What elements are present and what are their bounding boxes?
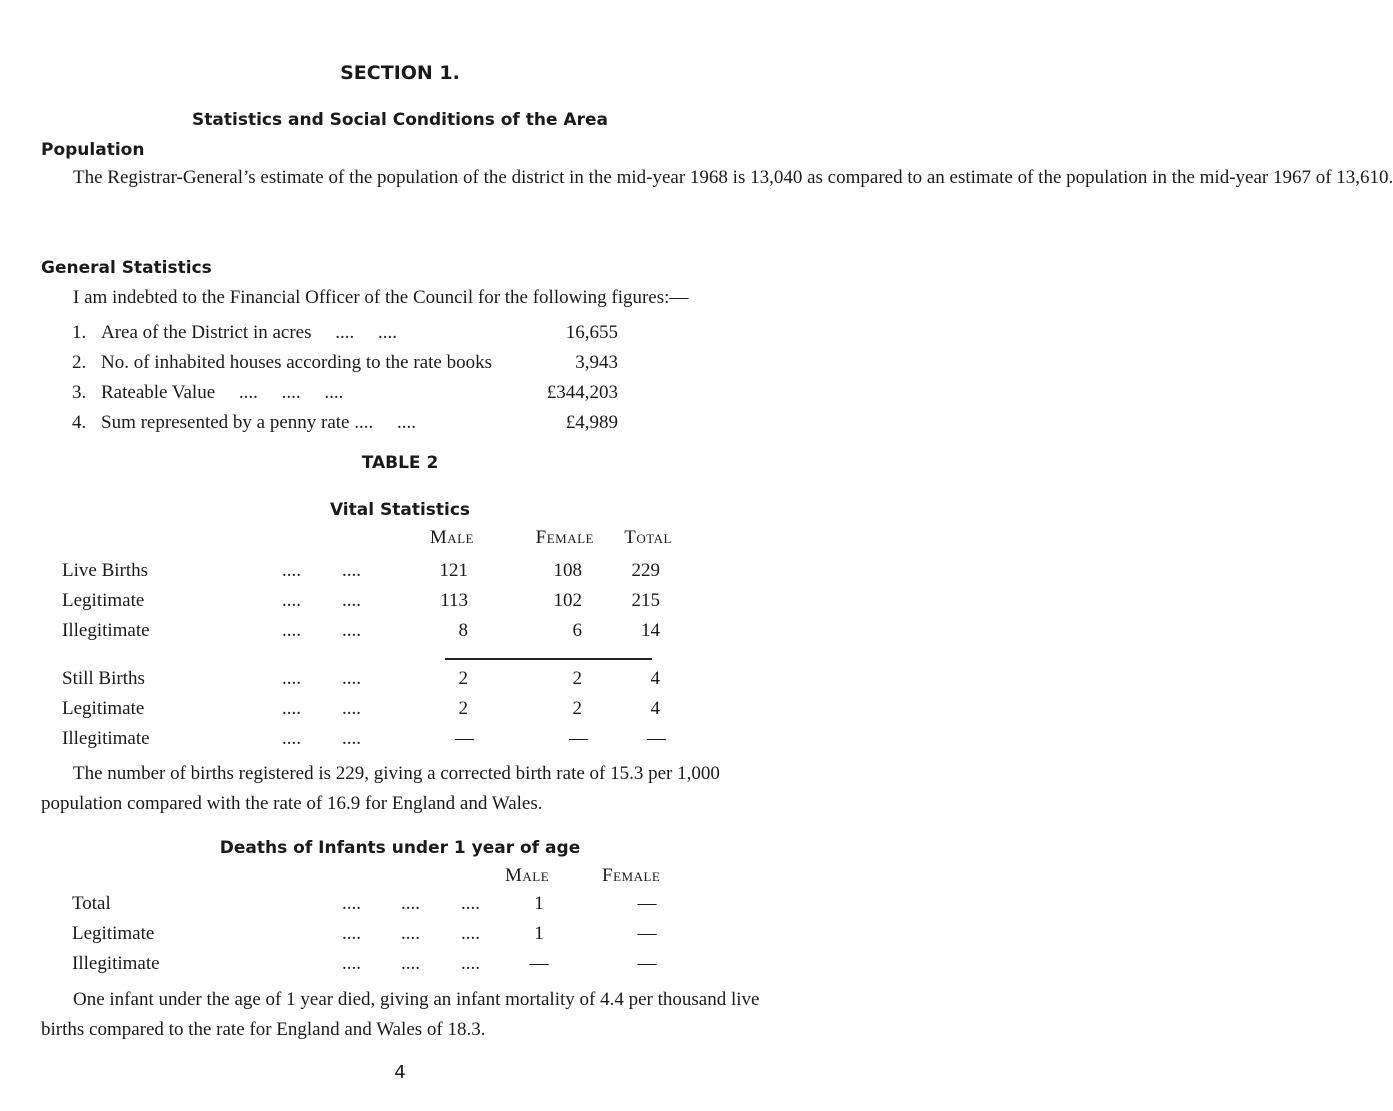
leader-dots: ....	[461, 923, 480, 944]
cell-female: —	[569, 728, 588, 749]
table-divider	[445, 658, 652, 660]
cell-female: 6	[572, 620, 582, 641]
general-figures-list	[72, 318, 618, 438]
general-intro-text: I am indebted to the Financial Officer of the Council for the following figures:—	[73, 287, 689, 308]
general-intro	[41, 283, 761, 313]
list-item	[72, 348, 618, 378]
table-row	[0, 893, 800, 923]
cell-female: —	[637, 893, 657, 914]
table-row	[0, 620, 800, 650]
table-title: Vital Statistics	[329, 500, 471, 520]
infant-deaths-heading: Deaths of Infants under 1 year of age	[219, 838, 581, 858]
cell-total: 215	[631, 590, 660, 611]
cell-male: 1	[534, 893, 544, 914]
leader-dots: ....	[282, 590, 301, 611]
list-item	[72, 378, 618, 408]
cell-total: 4	[650, 668, 660, 689]
population-paragraph	[41, 163, 1393, 193]
table-row	[0, 560, 800, 590]
cell-total: —	[647, 728, 666, 749]
cell-male: —	[529, 953, 549, 974]
leader-dots: ....	[282, 560, 301, 581]
table-row	[0, 590, 800, 620]
column-header-total: Total	[624, 527, 672, 548]
table-row	[0, 923, 800, 953]
cell-total: 14	[641, 620, 660, 641]
leader-dots: ....	[342, 953, 361, 974]
item-number: 1.	[72, 322, 87, 343]
row-label: Still Births	[62, 668, 145, 689]
leader-dots: ....	[461, 953, 480, 974]
row-label: Total	[72, 893, 111, 914]
cell-female: 102	[553, 590, 582, 611]
item-number: 3.	[72, 382, 87, 403]
section-subheading: Statistics and Social Conditions of the Area	[192, 110, 608, 130]
item-value: 3,943	[575, 352, 618, 373]
row-label: Illegitimate	[72, 953, 160, 974]
leader-dots: ....	[342, 893, 361, 914]
leader-dots: ....	[461, 893, 480, 914]
item-text: Area of the District in acres .... ....	[101, 322, 397, 343]
item-value: £4,989	[565, 412, 618, 433]
leader-dots: ....	[282, 698, 301, 719]
cell-male: 113	[440, 590, 468, 611]
leader-dots: ....	[401, 953, 420, 974]
item-number: 4.	[72, 412, 87, 433]
cell-female: —	[637, 953, 657, 974]
list-item	[72, 318, 618, 348]
section-heading: SECTION 1.	[340, 62, 460, 84]
leader-dots: ....	[342, 590, 361, 611]
item-number: 2.	[72, 352, 87, 373]
row-label: Legitimate	[62, 590, 145, 611]
column-header-female: Female	[535, 527, 594, 548]
table-row	[0, 728, 800, 758]
cell-female: 2	[572, 668, 582, 689]
cell-female: 2	[572, 698, 582, 719]
population-heading: Population	[41, 140, 145, 160]
cell-total: 4	[650, 698, 660, 719]
column-header-female: Female	[602, 865, 661, 886]
leader-dots: ....	[342, 620, 361, 641]
item-text: Sum represented by a penny rate .... ....	[101, 412, 416, 433]
infant-table-header-row	[0, 865, 800, 895]
leader-dots: ....	[342, 668, 361, 689]
row-label: Legitimate	[72, 923, 155, 944]
birth-rate-note-text: The number of births registered is 229, giving a corrected birth rate of 15.3 per 1,000 population compared with the rate of 16.9 for England and Wales.	[41, 763, 720, 814]
item-text: Rateable Value .... .... ....	[101, 382, 344, 403]
list-item	[72, 408, 618, 438]
leader-dots: ....	[342, 560, 361, 581]
leader-dots: ....	[282, 668, 301, 689]
table-row	[0, 668, 800, 698]
population-text: The Registrar-General’s estimate of the population of the district in the mid-year 1968 is 13,040 as compared to an estimate of the population in the mid-year 1967 of 13,610.	[73, 167, 1393, 188]
cell-total: 229	[631, 560, 660, 581]
cell-male: —	[455, 728, 474, 749]
item-text: No. of inhabited houses according to the rate books	[101, 352, 492, 373]
leader-dots: ....	[282, 620, 301, 641]
row-label: Live Births	[62, 560, 149, 581]
page-number: 4	[394, 1062, 406, 1083]
infant-mortality-note	[41, 985, 761, 1045]
table-row	[0, 698, 800, 728]
leader-dots: ....	[342, 728, 361, 749]
item-value: £344,203	[546, 382, 618, 403]
row-label: Legitimate	[62, 698, 145, 719]
cell-female: —	[637, 923, 657, 944]
item-value: 16,655	[565, 322, 618, 343]
table-header-row	[0, 527, 800, 557]
cell-male: 8	[458, 620, 468, 641]
table-row	[0, 953, 800, 983]
cell-male: 121	[439, 560, 468, 581]
row-label: Illegitimate	[62, 620, 150, 641]
cell-male: 1	[534, 923, 544, 944]
birth-rate-note	[41, 759, 761, 819]
general-statistics-heading: General Statistics	[41, 258, 212, 278]
leader-dots: ....	[401, 893, 420, 914]
column-header-male: Male	[505, 865, 550, 886]
cell-male: 2	[458, 668, 468, 689]
leader-dots: ....	[342, 923, 361, 944]
leader-dots: ....	[282, 728, 301, 749]
table-heading: TABLE 2	[361, 453, 439, 473]
cell-female: 108	[553, 560, 582, 581]
cell-male: 2	[458, 698, 468, 719]
row-label: Illegitimate	[62, 728, 150, 749]
infant-mortality-note-text: One infant under the age of 1 year died, giving an infant mortality of 4.4 per thousand live births compared to the rate for England and Wales of 18.3.	[41, 989, 760, 1040]
column-header-male: Male	[429, 527, 474, 548]
leader-dots: ....	[342, 698, 361, 719]
leader-dots: ....	[401, 923, 420, 944]
